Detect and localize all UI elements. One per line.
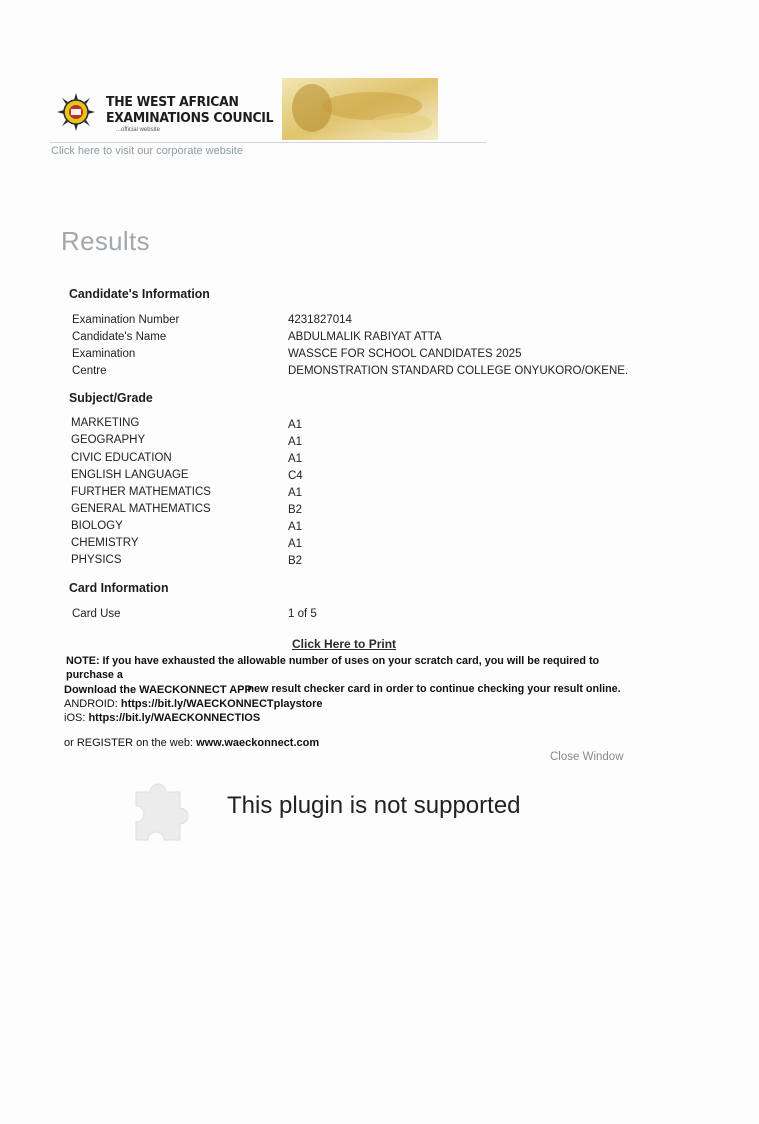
puzzle-piece-icon <box>128 770 202 846</box>
page-title: Results <box>61 226 150 256</box>
subject-name: BIOLOGY <box>71 520 123 532</box>
subject-grade-heading: Subject/Grade <box>69 390 153 405</box>
subject-name: CHEMISTRY <box>71 537 139 549</box>
subject-name: GEOGRAPHY <box>71 434 146 446</box>
header-banner-image <box>282 78 438 140</box>
corporate-website-link[interactable]: Click here to visit our corporate website <box>51 145 243 157</box>
card-use-label: Card Use <box>72 608 121 620</box>
examination-label: Examination <box>72 348 136 360</box>
subject-name: MARKETING <box>71 417 140 429</box>
subject-name: ENGLISH LANGUAGE <box>71 469 189 481</box>
subject-grade: A1 <box>288 538 303 550</box>
candidate-info-heading: Candidate's Information <box>69 286 210 301</box>
centre-label: Centre <box>72 365 107 377</box>
subject-grade: B2 <box>288 555 303 567</box>
register-url[interactable]: www.waeckonnect.com <box>196 737 320 749</box>
android-url[interactable]: https://bit.ly/WAECKONNECTplaystore <box>120 698 323 710</box>
centre-value: DEMONSTRATION STANDARD COLLEGE ONYUKORO/OKENE. <box>288 365 629 377</box>
candidate-name-label: Candidate's Name <box>72 331 167 343</box>
subject-grade: A1 <box>288 453 303 465</box>
subject-name: CIVIC EDUCATION <box>71 452 172 464</box>
exam-number-value: 4231827014 <box>288 314 352 326</box>
exam-number-label: Examination Number <box>72 314 180 326</box>
header-divider <box>50 142 486 143</box>
app-heading: Download the WAECKONNECT APP <box>64 684 252 696</box>
subject-grade: C4 <box>288 470 303 482</box>
register-label: or REGISTER on the web: <box>64 737 197 749</box>
examination-value: WASSCE FOR SCHOOL CANDIDATES 2025 <box>288 348 522 360</box>
candidate-name-value: ABDULMALIK RABIYAT ATTA <box>288 331 442 343</box>
subject-name: FURTHER MATHEMATICS <box>71 486 211 498</box>
waec-logo-icon <box>56 92 96 132</box>
subject-grade: A1 <box>288 487 303 499</box>
card-use-value: 1 of 5 <box>288 608 317 620</box>
plugin-not-supported-message: This plugin is not supported <box>227 792 521 819</box>
subject-grade: B2 <box>288 504 303 516</box>
ios-label: iOS: <box>64 712 89 724</box>
scratch-card-note: NOTE: If you have exhausted the allowable number of uses on your scratch card, you will be required to purchase a new result checker card in order to continue checking your result online. <box>66 655 621 695</box>
close-window-link[interactable]: Close Window <box>550 751 624 763</box>
subject-grade: A1 <box>288 436 303 448</box>
org-name: THE WEST AFRICAN EXAMINATIONS COUNCIL <box>106 94 274 126</box>
app-download-info <box>64 683 323 725</box>
org-tagline: ...official website <box>116 127 160 133</box>
register-info <box>64 736 319 750</box>
subject-grade: A1 <box>288 521 303 533</box>
card-info-heading: Card Information <box>69 580 169 595</box>
subject-grade: A1 <box>288 419 303 431</box>
android-label: ANDROID: <box>64 698 121 710</box>
ios-url[interactable]: https://bit.ly/WAECKONNECTIOS <box>88 712 261 724</box>
print-link[interactable]: Click Here to Print <box>292 637 397 651</box>
subject-name: PHYSICS <box>71 554 122 566</box>
subject-name: GENERAL MATHEMATICS <box>71 503 211 515</box>
